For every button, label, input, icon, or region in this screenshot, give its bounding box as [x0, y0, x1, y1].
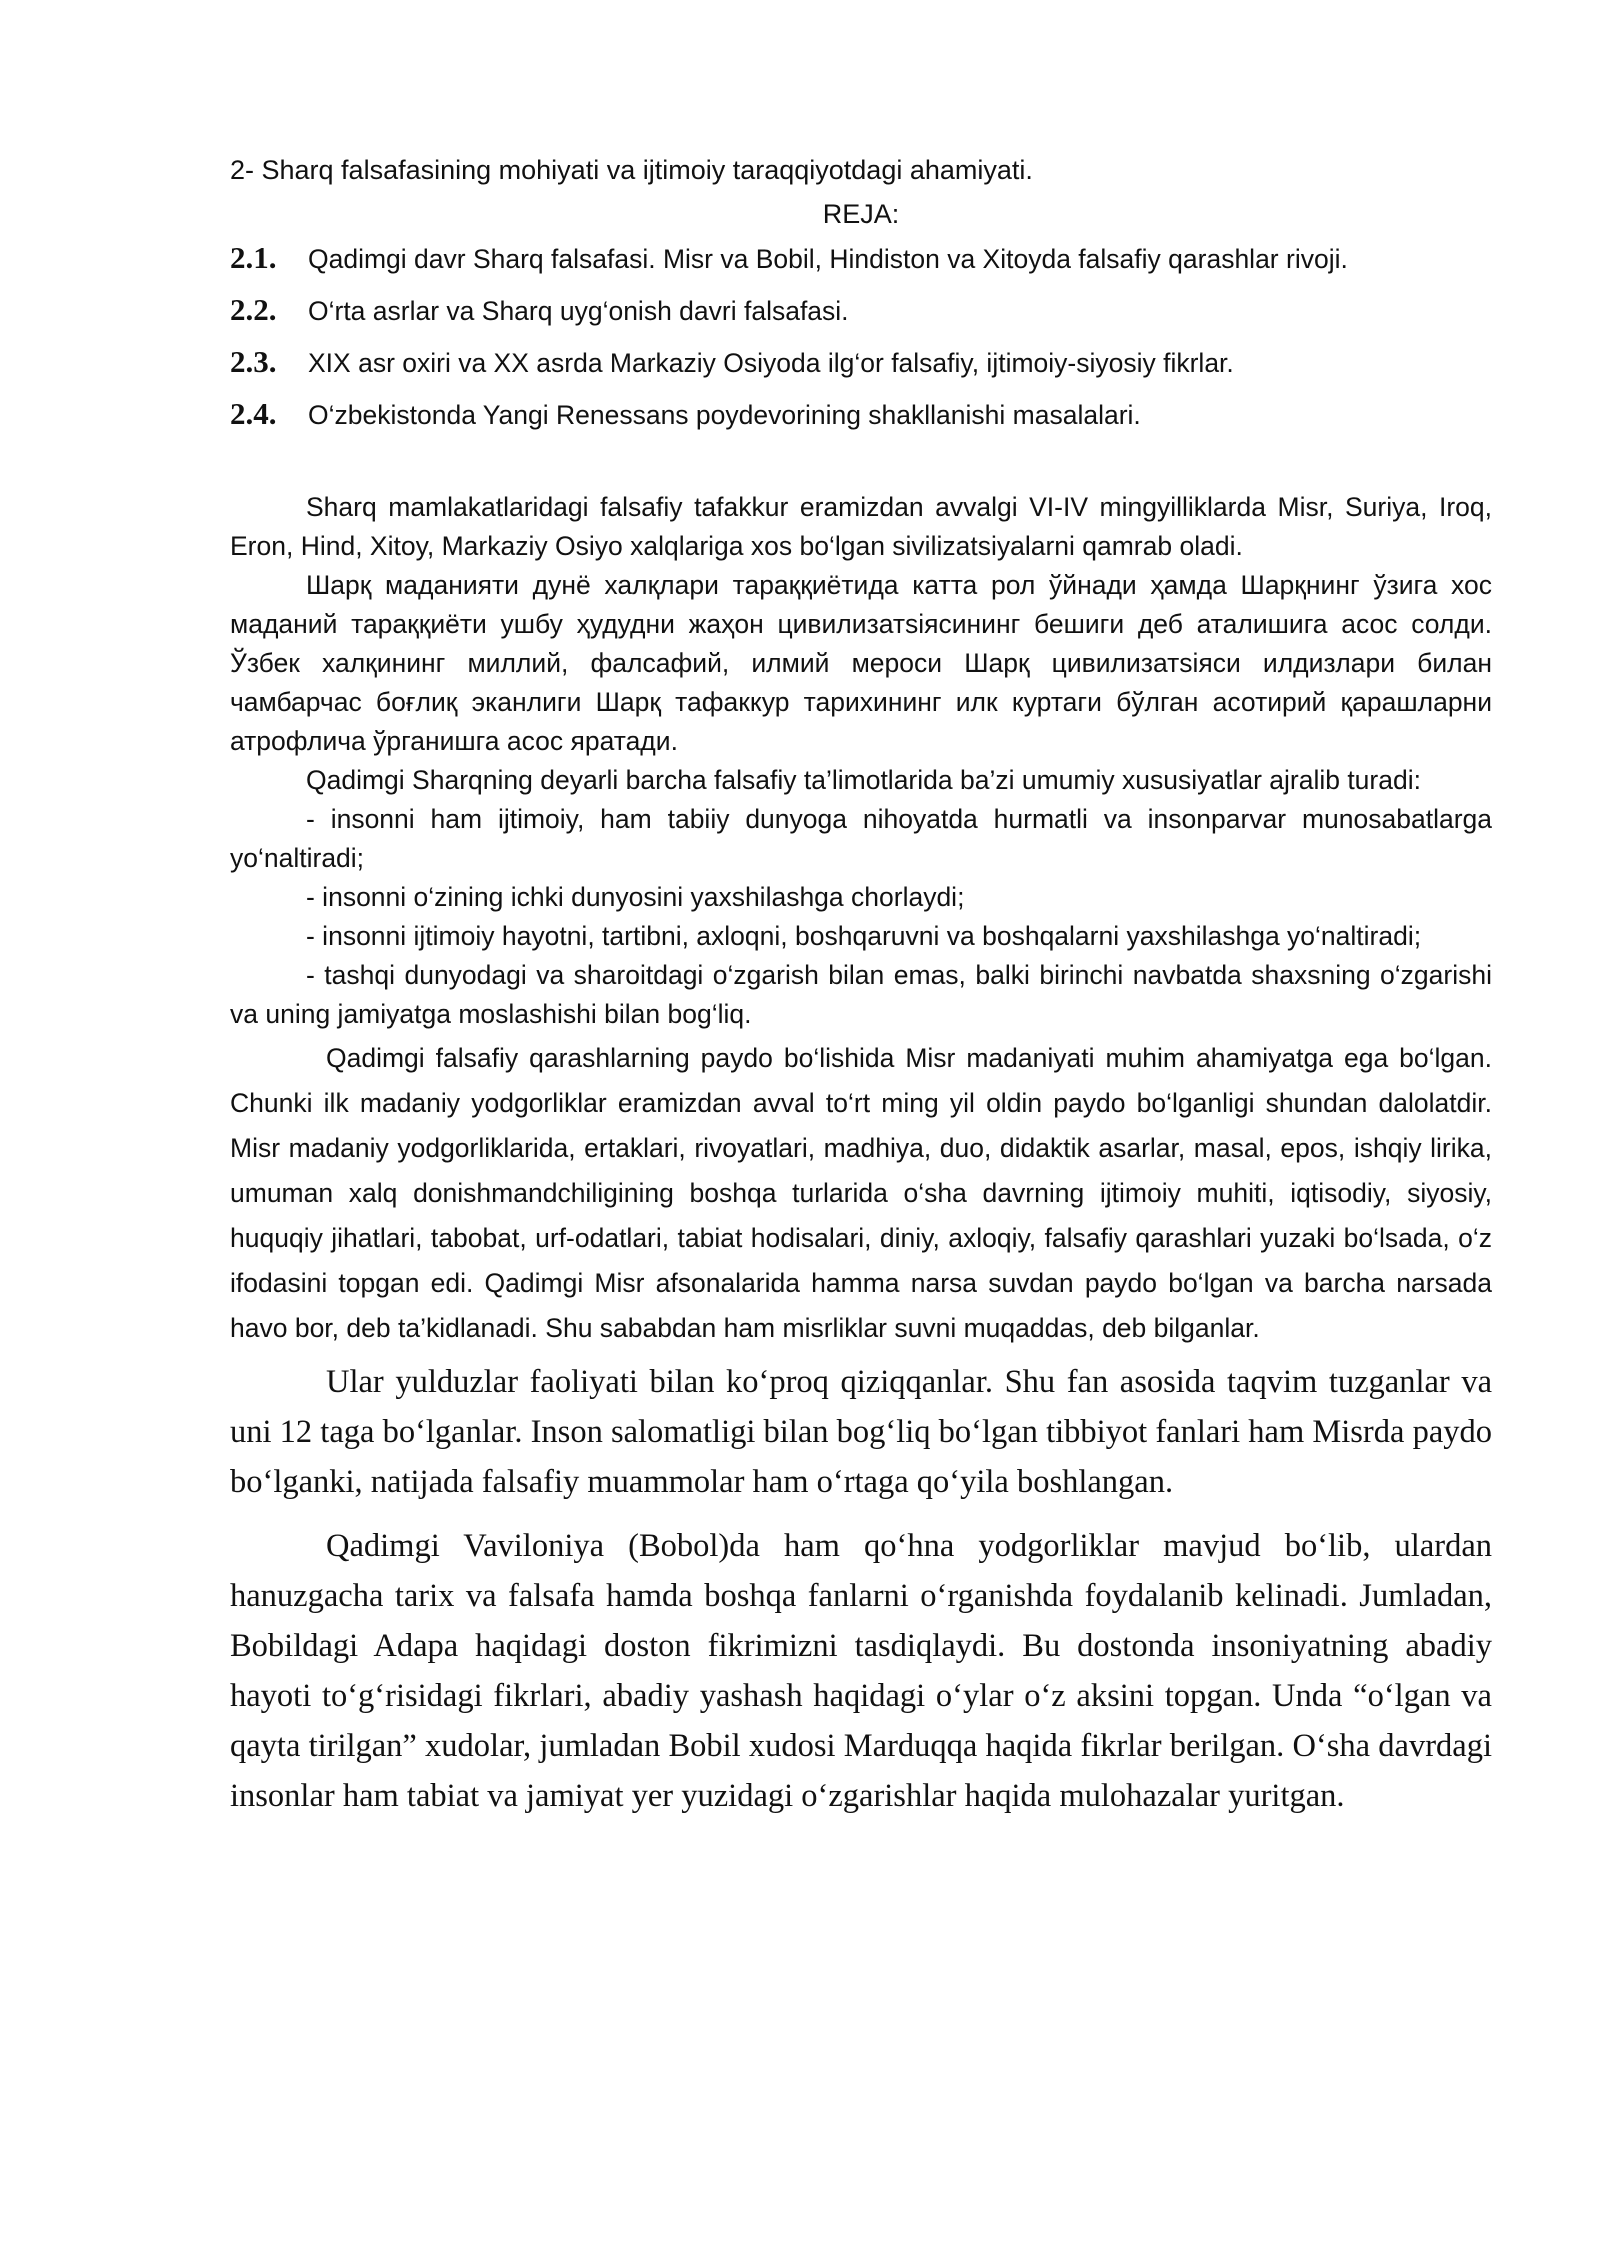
body-text	[230, 488, 1492, 1821]
plan-heading: REJA:	[822, 199, 900, 229]
plan-item	[230, 396, 1492, 448]
document-content	[230, 148, 1492, 1821]
plan-list	[230, 240, 1492, 448]
paragraph: Шарқ маданияти дунё халқлари тараққиётида катта рол ўйнади ҳамда Шарқнинг ўзига хос маданий тараққиёти ушбу ҳудудни жаҳон цивилизатsiясининг бешиги деб аталишига асос солди. Ўзбек халқининг миллий, фалсафий, илмий мероси Шарқ цивилизатsiяси илдизлари билан чамбарчас боғлиқ эканлиги Шарқ тафаккур тарихининг илк куртаги бўлган асотирий қарашларни атрофлича ўрганишга асос яратади.	[230, 570, 1492, 756]
paragraph: Qadimgi falsafiy qarashlarning paydo bo‘lishida Misr madaniyati muhim ahamiyatga ega bo‘lgan. Chunki ilk madaniy yodgorliklar eramizdan avval to‘rt ming yil oldin paydo bo‘lganligi shundan dalolatdir. Misr madaniy yodgorliklarida, ertaklari, rivoyatlari, madhiya, duo, didaktik asarlar, masal, epos, ishqiy lirika, umuman xalq donishmandchiligining boshqa turlarida o‘sha davrning ijtimoiy muhiti, iqtisodiy, siyosiy, huquqiy jihatlari, tabobat, urf-odatlari, tabiat hodisalari, diniy, axloqiy, falsafiy qarashlari yuzaki bo‘lsada, o‘z ifodasini topgan edi. Qadimgi Misr afsonalarida hamma narsa suvdan paydo bo‘lgan va barcha narsada havo bor, deb ta’kidlanadi. Shu sababdan ham misrliklar suvni muqaddas, deb bilganlar.	[230, 1043, 1492, 1343]
list-paragraph: - insonni ham ijtimoiy, ham tabiiy dunyoga nihoyatda hurmatli va insonparvar munosabatlarga yo‘naltiradi;	[230, 804, 1492, 873]
paragraph: Sharq mamlakatlaridagi falsafiy tafakkur eramizdan avvalgi VI-IV mingyilliklarda Misr, Suriya, Iroq, Eron, Hind, Xitoy, Markaziy Osiyo xalqlariga xos bo‘lgan sivilizatsiyalarni qamrab oladi.	[230, 492, 1492, 561]
plan-item-number: 2.4.	[230, 396, 277, 431]
plan-item-text: XIX asr oxiri va XX asrda Markaziy Osiyoda ilg‘or falsafiy, ijtimoiy-siyosiy fikrlar.	[308, 348, 1234, 378]
plan-item	[230, 344, 1492, 396]
list-paragraph: - insonni ijtimoiy hayotni, tartibni, axloqni, boshqaruvni va boshqalarni yaxshilashga yo‘naltiradi;	[306, 921, 1422, 951]
paragraph: Ular yulduzlar faoliyati bilan ko‘proq qiziqqanlar. Shu fan asosida taqvim tuzganlar va uni 12 taga bo‘lganlar. Inson salomatligi bilan bog‘liq bo‘lgan tibbiyot fanlari ham Misrda paydo bo‘lganki, natijada falsafiy muammolar ham o‘rtaga qo‘yila boshlangan.	[230, 1364, 1492, 1500]
plan-item-text: Qadimgi davr Sharq falsafasi. Misr va Bobil, Hindiston va Xitoyda falsafiy qarashlar rivoji.	[308, 244, 1348, 274]
plan-item-text: O‘zbekistonda Yangi Renessans poydevorining shakllanishi masalalari.	[308, 400, 1141, 430]
plan-item-text: O‘rta asrlar va Sharq uyg‘onish davri falsafasi.	[308, 296, 849, 326]
list-paragraph: - insonni o‘zining ichki dunyosini yaxshilashga chorlaydi;	[306, 882, 965, 912]
list-paragraph: - tashqi dunyodagi va sharoitdagi o‘zgarish bilan emas, balki birinchi navbatda shaxsning o‘zgarishi va uning jamiyatga moslashishi bilan bog‘liq.	[230, 960, 1492, 1029]
paragraph: Qadimgi Sharqning deyarli barcha falsafiy ta’limotlarida ba’zi umumiy xususiyatlar ajralib turadi:	[306, 765, 1421, 795]
plan-item	[230, 240, 1492, 292]
paragraph: Qadimgi Vaviloniya (Bobol)da ham qo‘hna yodgorliklar mavjud bo‘lib, ulardan hanuzgacha tarix va falsafa hamda boshqa fanlarni o‘rganishda foydalanib kelinadi. Jumladan, Bobildagi Adapa haqidagi doston fikrimizni tasdiqlaydi. Bu dostonda insoniyatning abadiy hayoti to‘g‘risidagi fikrlari, abadiy yashash haqidagi o‘ylar o‘z aksini topgan. Unda “o‘lgan va qayta tirilgan” xudolar, jumladan Bobil xudosi Marduqqa haqida fikrlar berilgan. O‘sha davrdagi insonlar ham tabiat va jamiyat yer yuzidagi o‘zgarishlar haqida mulohazalar yuritgan.	[230, 1528, 1492, 1814]
plan-item	[230, 292, 1492, 344]
plan-item-number: 2.1.	[230, 240, 277, 275]
document-title: 2- Sharq falsafasining mohiyati va ijtimoiy taraqqiyotdagi ahamiyati.	[230, 155, 1033, 185]
plan-item-number: 2.2.	[230, 292, 277, 327]
plan-item-number: 2.3.	[230, 344, 277, 379]
